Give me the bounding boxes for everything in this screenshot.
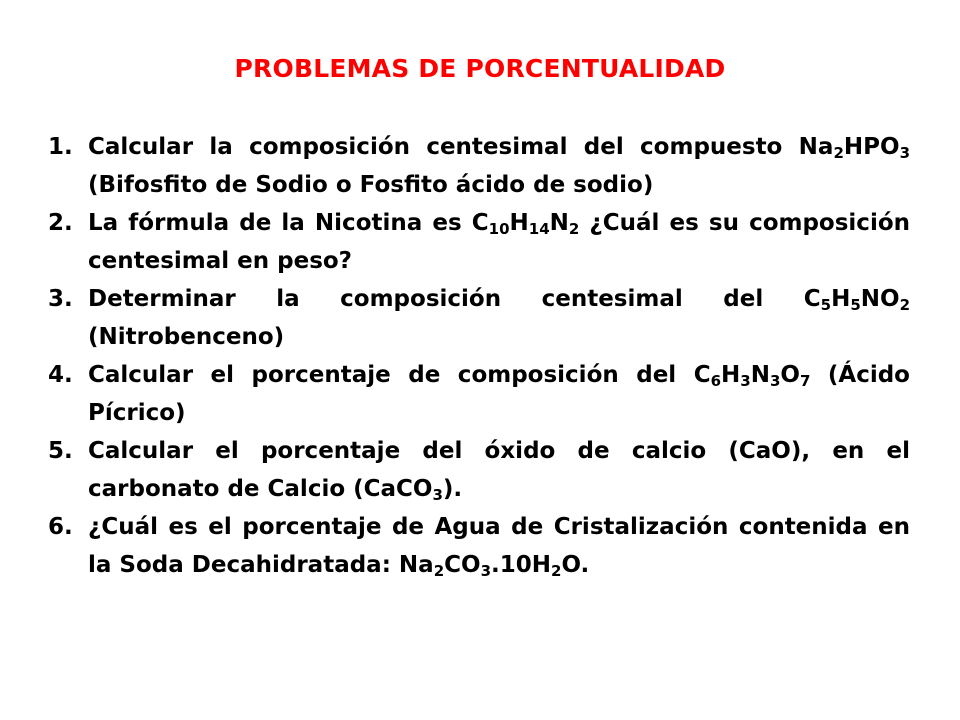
problem-text-segment: N bbox=[549, 210, 569, 236]
problem-number: 1. bbox=[48, 134, 73, 160]
problem-text-segment: H bbox=[509, 210, 529, 236]
formula-subscript: 2 bbox=[833, 144, 844, 162]
problem-text bbox=[88, 128, 910, 204]
problem-text-segment: La fórmula de la Nicotina es C bbox=[88, 210, 489, 236]
problem-text bbox=[88, 280, 910, 356]
formula-subscript: 2 bbox=[899, 296, 910, 314]
formula-subscript: 6 bbox=[710, 372, 722, 390]
problem-text-segment: (Nitrobenceno) bbox=[88, 324, 285, 350]
formula-subscript: 3 bbox=[740, 372, 751, 390]
problem-item bbox=[48, 128, 910, 204]
problem-number: 5. bbox=[48, 438, 73, 464]
formula-subscript: 3 bbox=[899, 144, 910, 162]
formula-subscript: 7 bbox=[799, 372, 811, 390]
formula-subscript: 14 bbox=[528, 220, 550, 238]
formula-subscript: 5 bbox=[850, 296, 861, 314]
formula-subscript: 3 bbox=[432, 486, 443, 504]
problem-text-segment: Determinar la composición centesimal del C bbox=[88, 286, 821, 312]
problem-text-segment: Calcular la composición centesimal del compuesto Na bbox=[88, 134, 834, 160]
problem-text-segment: H bbox=[721, 362, 741, 388]
problem-text-segment: H bbox=[831, 286, 851, 312]
problem-number: 3. bbox=[48, 286, 73, 312]
formula-subscript: 10 bbox=[488, 220, 510, 238]
problem-number: 4. bbox=[48, 362, 73, 388]
problem-text bbox=[88, 356, 910, 432]
formula-subscript: 3 bbox=[769, 372, 781, 390]
problem-text-segment: ¿Cuál es su composición centesimal en peso? bbox=[88, 210, 910, 274]
problem-list bbox=[48, 128, 910, 584]
problem-number: 6. bbox=[48, 514, 73, 540]
formula-subscript: 2 bbox=[551, 562, 562, 580]
problem-text-segment: O. bbox=[561, 552, 590, 578]
problem-text-segment: O bbox=[780, 362, 800, 388]
problem-text bbox=[88, 204, 910, 280]
problem-text-segment: Calcular el porcentaje de composición del C bbox=[88, 362, 711, 388]
problem-text-segment: (Bifosfito de Sodio o Fosfito ácido de sodio) bbox=[88, 172, 654, 198]
problem-text-segment: NO bbox=[860, 286, 900, 312]
problem-number: 2. bbox=[48, 210, 73, 236]
formula-subscript: 2 bbox=[433, 562, 445, 580]
problem-text bbox=[88, 432, 910, 508]
formula-subscript: 2 bbox=[568, 220, 580, 238]
problem-item bbox=[48, 432, 910, 508]
problem-text-segment: Calcular el porcentaje del óxido de calcio (CaO), en el carbonato de Calcio (CaCO bbox=[88, 438, 910, 502]
formula-subscript: 3 bbox=[480, 562, 491, 580]
problem-item bbox=[48, 356, 910, 432]
problem-text-segment: .10H bbox=[491, 552, 551, 578]
problem-text-segment: ). bbox=[442, 476, 463, 502]
problem-text-segment: (Ácido Pícrico) bbox=[88, 362, 910, 426]
problem-item bbox=[48, 280, 910, 356]
problem-text-segment: HPO bbox=[843, 134, 900, 160]
problem-text-segment: ¿Cuál es el porcentaje de Agua de Cristalización contenida en la Soda Decahidratada: Na bbox=[88, 514, 910, 578]
slide-title: PROBLEMAS DE PORCENTUALIDAD bbox=[234, 54, 726, 83]
problem-item bbox=[48, 204, 910, 280]
problem-text-segment: CO bbox=[444, 552, 481, 578]
problem-text bbox=[88, 508, 910, 584]
formula-subscript: 5 bbox=[820, 296, 832, 314]
problem-text-segment: N bbox=[750, 362, 770, 388]
problem-item bbox=[48, 508, 910, 584]
